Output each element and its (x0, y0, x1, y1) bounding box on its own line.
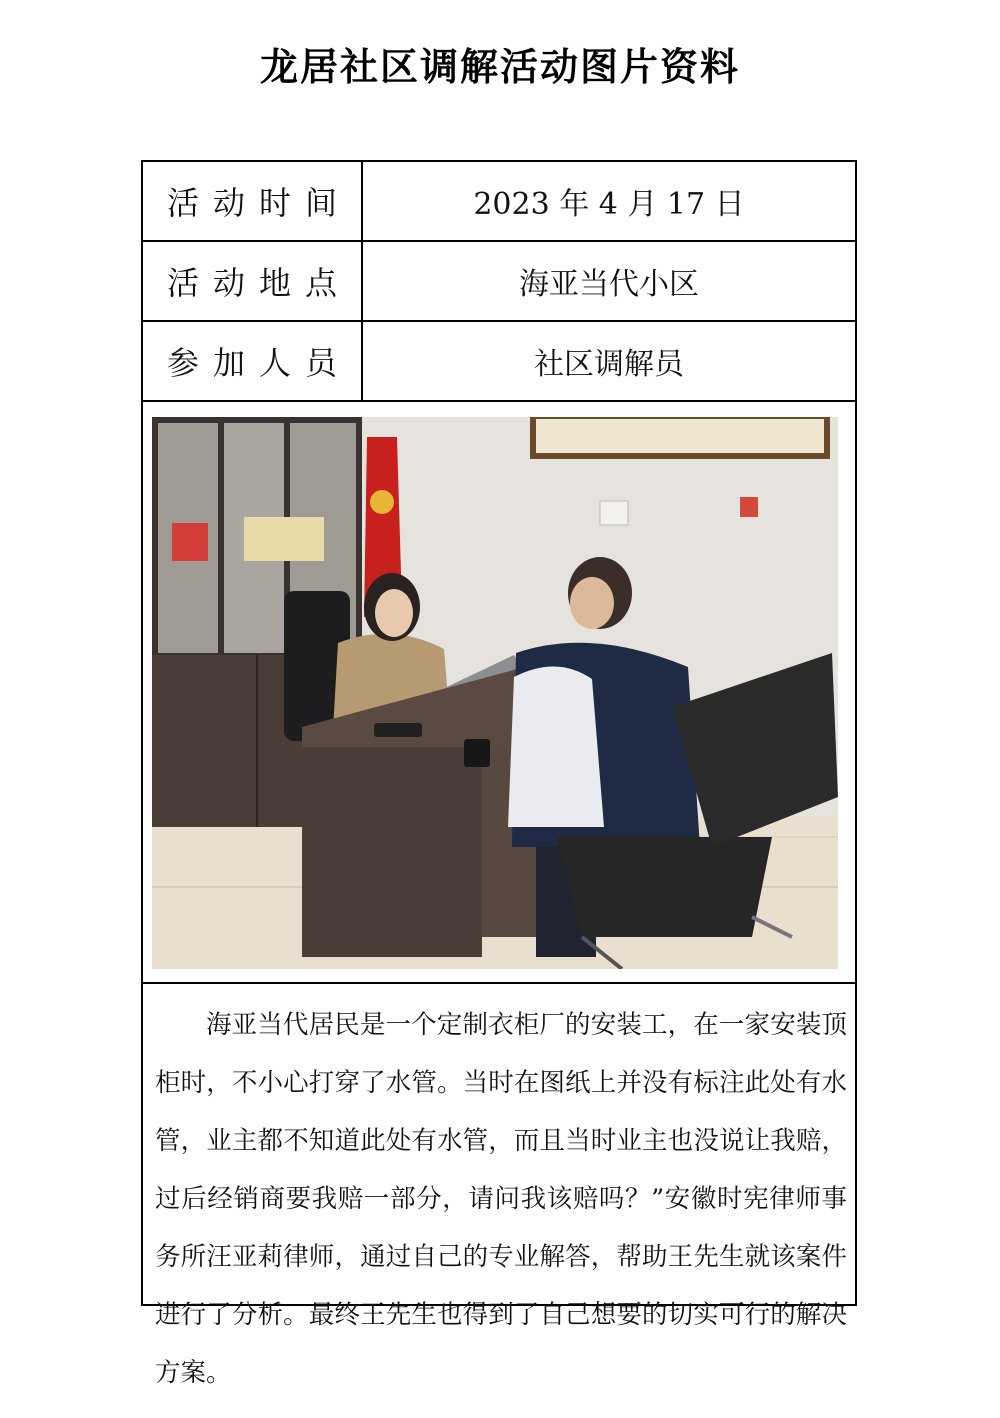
narrative-paragraph: 海亚当代居民是一个定制衣柜厂的安装工，在一家安装顶柜时，不小心打穿了水管。当时在图纸上并没有标注此处有水管，业主都不知道此处有水管，而且当时业主也没说让我赔，过后经销商要我赔一部分，请问我该赔吗？”安徽时宪律师事务所汪亚莉律师，通过自己的专业解答，帮助王先生就该案件进行了分析。最终王先生也得到了自己想要的切实可行的解决方案。 (155, 1010, 847, 1388)
info-label-location: 活动地点 (143, 242, 363, 320)
info-row-time (143, 162, 855, 242)
info-row-location (143, 242, 855, 322)
photo-chair-right (556, 837, 772, 937)
info-value-location: 海亚当代小区 (519, 267, 699, 302)
mediation-photo (152, 417, 838, 969)
record-table (141, 160, 857, 1388)
page-title: 龙居社区调解活动图片资料 (259, 45, 740, 89)
info-label-participants: 参加人员 (143, 322, 363, 400)
info-label-time: 活动时间 (143, 162, 363, 240)
narrative-text (155, 996, 847, 1402)
info-row-participants (143, 322, 855, 402)
info-value-participants: 社区调解员 (534, 347, 684, 382)
photo-cell (143, 402, 855, 984)
info-value-time: 2023 年 4 月 17 日 (473, 187, 745, 222)
